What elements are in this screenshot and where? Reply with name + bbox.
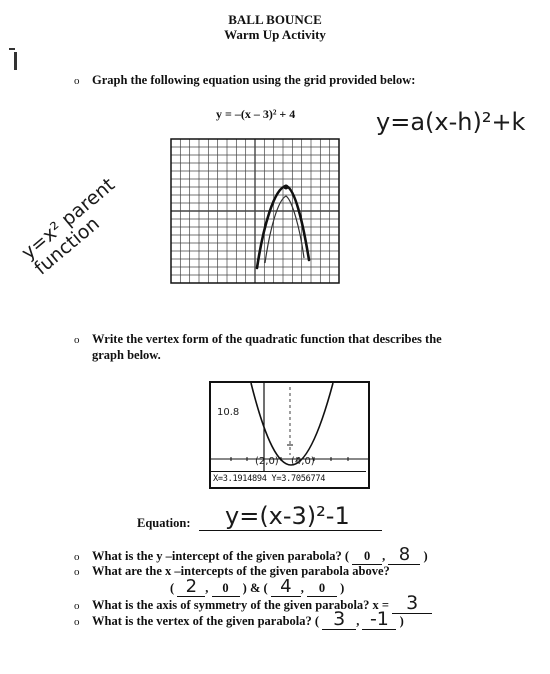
calculator-status-bar: X=3.1914894 Y=3.7056774 [211, 471, 366, 486]
instruction-graph [74, 73, 415, 89]
question-text: What is the axis of symmetry of the given parabola? x = [92, 598, 390, 612]
instruction-line-2: graph below. [92, 348, 161, 362]
vertex-y-answer [362, 608, 396, 630]
question-vertex: o What is the vertex of the given parabola? ( 3 , -1 ) [74, 608, 404, 630]
question-close: ) [399, 614, 404, 628]
handwritten-vertex-form: y=a(x-h)²+k [376, 108, 526, 136]
x-intercept-2-x [271, 576, 301, 597]
instruction-text: Graph the following equation using the grid provided below: [92, 73, 416, 87]
instruction-line-1: Write the vertex form of the quadratic function that describes the [92, 332, 442, 346]
bullet: o [74, 334, 80, 346]
page-title: BALL BOUNCE [228, 12, 322, 27]
calculator-screen [209, 381, 370, 489]
separator: ) & ( [242, 581, 268, 595]
equation-answer: y=(x-3)²-1 [225, 502, 350, 530]
equation-answer-line [199, 502, 382, 531]
instruction-vertex-form [74, 332, 494, 363]
calculator-parabola [251, 383, 333, 465]
root-label-right: (4,0) [291, 456, 315, 467]
bullet: o [74, 75, 80, 87]
answer-value: 3 [333, 608, 346, 630]
scan-mark [9, 48, 15, 50]
handwritten-parent-function: y=x² parent function [17, 173, 120, 280]
question-text: What is the y –intercept of the given parabola? ( [92, 549, 350, 563]
x-intercepts-answers: ( 2 , 0 ) & ( 4 , 0 ) [170, 576, 345, 597]
ymax-label: 10.8 [217, 407, 240, 418]
y-intercept-y-answer [388, 544, 420, 565]
question-x-intercepts [74, 564, 390, 580]
bullet: o [74, 616, 80, 628]
scan-mark [14, 52, 17, 70]
answer-value: 0 [318, 581, 326, 595]
question-text: What are the x –intercepts of the given parabola above? [92, 564, 390, 578]
question-close: ) [423, 549, 428, 563]
paren: ) [340, 581, 345, 595]
question-y-intercept: o What is the y –intercept of the given parabola? ( 0 , 8 ) [74, 544, 428, 565]
graph-grid [170, 138, 340, 284]
answer-value: 0 [364, 549, 371, 563]
page-subtitle: Warm Up Activity [224, 27, 326, 42]
vertex-dot [284, 185, 289, 190]
question-text: What is the vertex of the given parabola? ( [92, 614, 320, 628]
answer-value: 2 [185, 576, 198, 597]
x-intercept-1-y [212, 581, 240, 597]
answer-value: 8 [398, 544, 411, 565]
answer-value: 3 [406, 592, 419, 614]
answer-value: -1 [369, 608, 389, 630]
given-equation: y = –(x – 3)² + 4 [216, 107, 296, 121]
paren: ( [170, 581, 175, 595]
equation-label: Equation: [137, 516, 191, 530]
vertex-x-answer [322, 608, 356, 630]
y-intercept-x-answer [352, 549, 382, 565]
bullet: o [74, 566, 80, 578]
x-intercept-2-y [307, 581, 337, 597]
x-intercept-1-x [177, 576, 205, 597]
bullet: o [74, 551, 80, 563]
bullet: o [74, 600, 80, 612]
root-label-left: (2,0) [255, 456, 279, 467]
answer-value: 4 [280, 576, 292, 597]
answer-value: 0 [222, 581, 229, 595]
grid-lines [171, 139, 339, 283]
